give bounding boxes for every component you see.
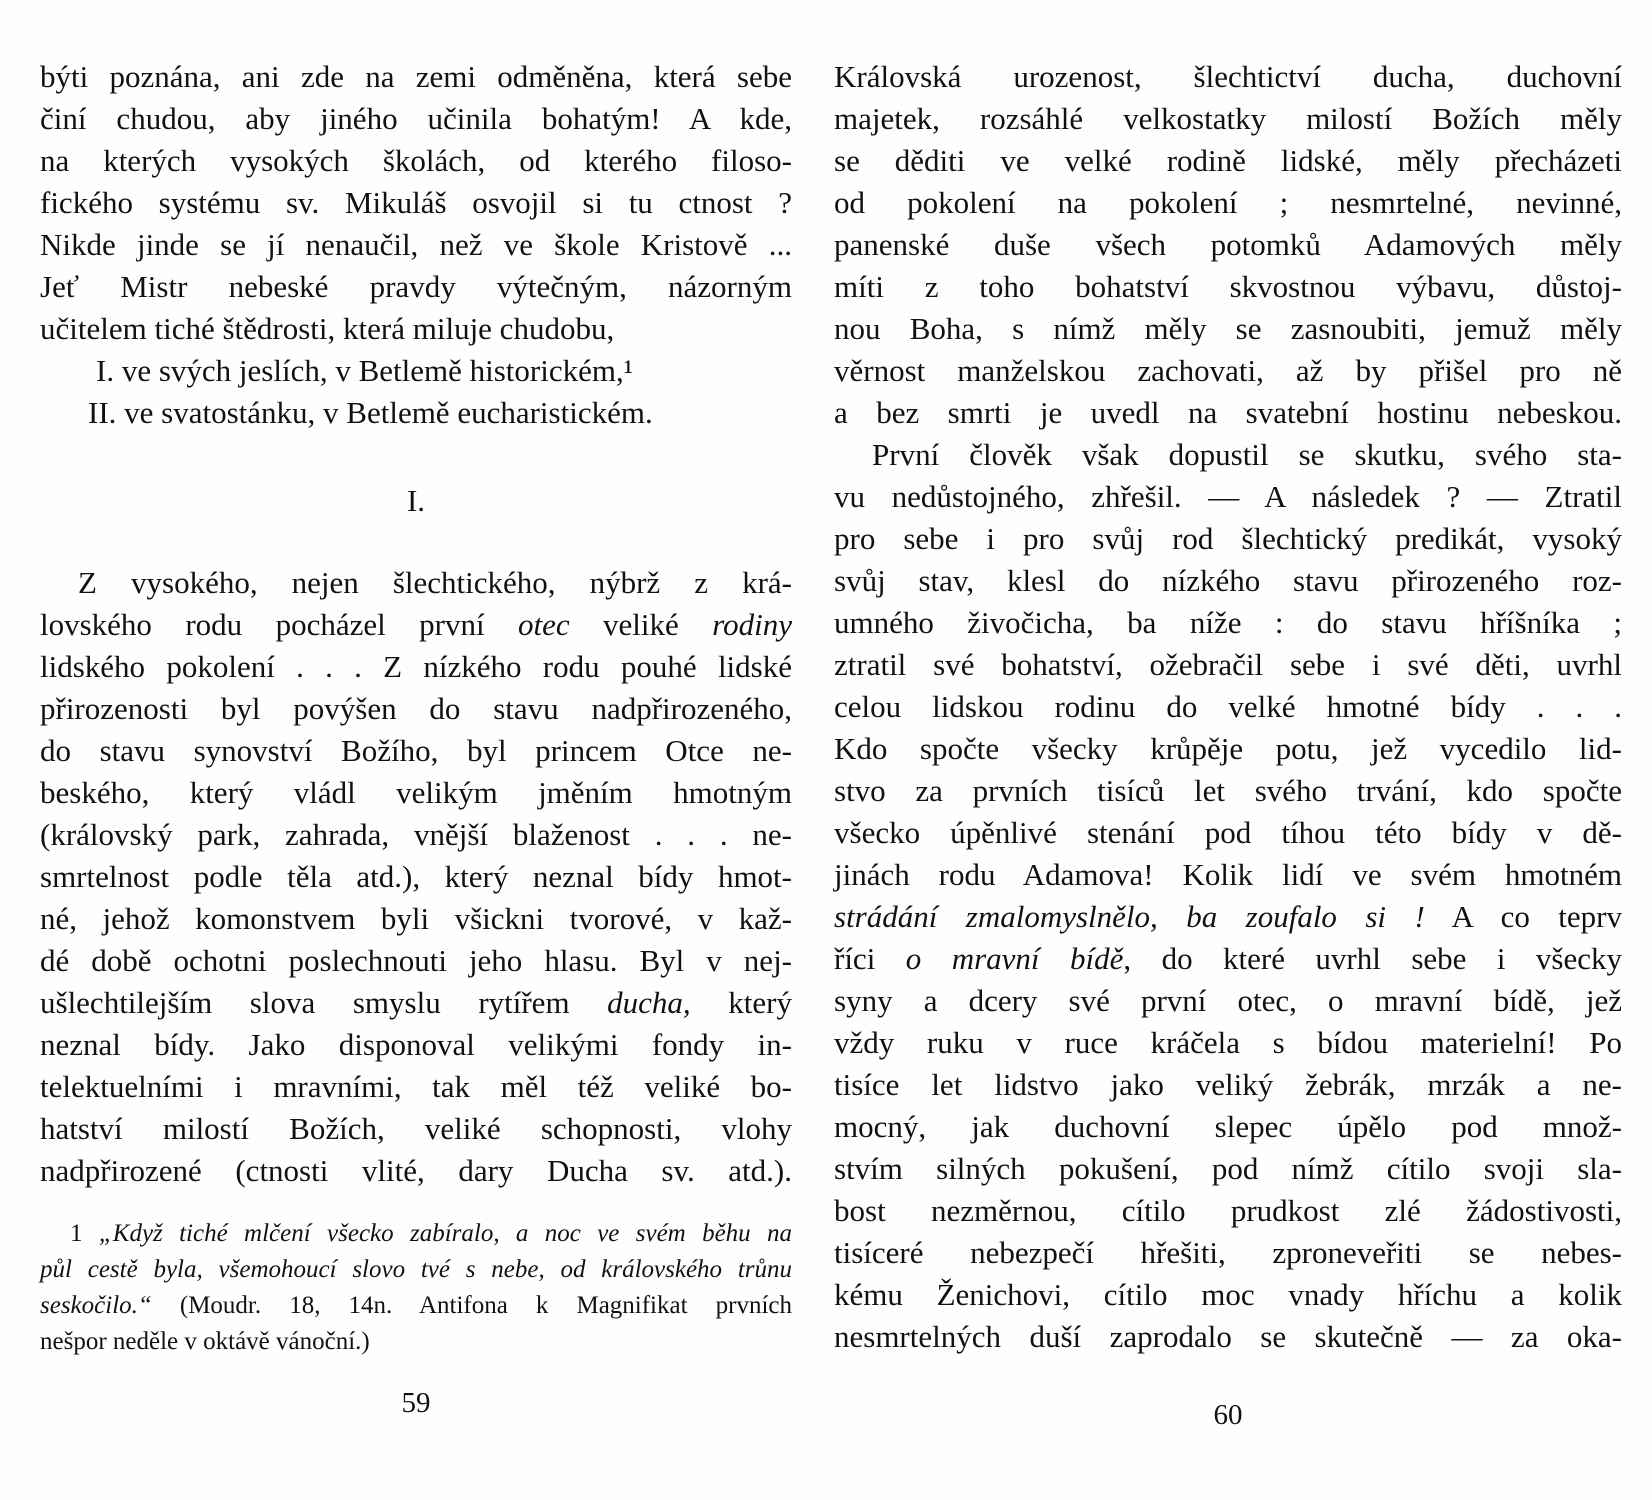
text-line: panenské duše všech potomků Adamových měly (834, 227, 1622, 262)
text-line: věrnost manželskou zachovati, až by přišel pro ně (834, 353, 1622, 388)
text-line: fického systému sv. Mikuláš osvojil si tu ctnost ? (40, 185, 792, 220)
text-line: syny a dcery své první otec, o mravní bídě, jež (834, 983, 1622, 1018)
text-line: vu nedůstojného, zhřešil. — A následek ? — Ztratil (834, 479, 1622, 514)
text-line: majetek, rozsáhlé velkostatky milostí Božích měly (834, 101, 1622, 136)
footnote (40, 1216, 792, 1360)
text-line: nešpor neděle v oktávě vánoční.) (40, 1328, 370, 1355)
text-line: né, jehož komonstvem byli všickni tvorové, v kaž- (40, 901, 792, 936)
text-line: mocný, jak duchovní slepec úpělo pod množ- (834, 1109, 1622, 1144)
text-line: pro sebe i pro svůj rod šlechtický predikát, vysoký (834, 521, 1622, 556)
text-line: Z vysokého, nejen šlechtického, nýbrž z krá- (78, 565, 792, 600)
text-line: přirozenosti byl povýšen do stavu nadpřirozeného, (40, 691, 792, 726)
text-line: 1 „Když tiché mlčení všecko zabíralo, a noc ve svém běhu na (70, 1220, 793, 1247)
page-number-60: 60 (1213, 1399, 1243, 1431)
text-line: jinách rodu Adamova! Kolik lidí ve svém hmotném (834, 857, 1622, 892)
text-line: telektuelními i mravními, tak měl též veliké bo- (40, 1069, 792, 1104)
text-line: lidského pokolení . . . Z nízkého rodu pouhé lidské (40, 649, 792, 684)
text-line: neznal bídy. Jako disponoval velikými fondy in- (40, 1027, 792, 1062)
text-line: smrtelnost podle těla atd.), který neznal bídy hmot- (40, 859, 792, 894)
text-line: býti poznána, ani zde na zemi odměněna, která sebe (40, 59, 792, 94)
text-line: tisíceré nebezpečí hřešiti, zproneveřiti se nebes- (834, 1235, 1622, 1270)
text-line: beského, který vládl velikým jměním hmotným (40, 775, 792, 810)
page-60-paragraphs (834, 56, 1622, 1358)
text-line: do stavu synovství Božího, byl princem Otce ne- (40, 733, 792, 768)
text-line: (královský park, zahrada, vnější blaženost . . . ne- (40, 817, 792, 852)
text-line: seskočilo.“ (Moudr. 18, 14n. Antifona k Magnifikat prvních (40, 1292, 792, 1319)
text-line: stvo za prvních tisíců let svého trvání, kdo spočte (834, 773, 1622, 808)
text-line: bost nezměrnou, cítilo prudkost zlé žádostivosti, (834, 1193, 1622, 1228)
text-line: kému Ženichovi, cítilo moc vnady hříchu a kolik (834, 1277, 1622, 1312)
page-59-paragraph-continuation (40, 56, 792, 434)
text-line: činí chudou, aby jiného učinila bohatým! A kde, (40, 101, 792, 136)
section-heading: I. (406, 483, 426, 518)
text-line: I. ve svých jeslích, v Betlemě historickém,¹ (96, 353, 634, 388)
text-line: stvím silných pokušení, pod nímž cítilo svoji sla- (834, 1151, 1622, 1186)
page-60 (834, 56, 1622, 1432)
text-line: ušlechtilejším slova smyslu rytířem ducha, který (40, 985, 792, 1020)
text-line: se děditi ve velké rodině lidské, měly přecházeti (834, 143, 1622, 178)
text-line: na kterých vysokých školách, od kterého filoso- (40, 143, 792, 178)
text-line: nesmrtelných duší zaprodalo se skutečně — za oka- (834, 1319, 1622, 1354)
text-line: II. ve svatostánku, v Betlemě eucharistickém. (88, 395, 653, 430)
page-59 (40, 56, 792, 1432)
text-line: tisíce let lidstvo jako veliký žebrák, mrzák a ne- (834, 1067, 1622, 1102)
text-line: říci o mravní bídě, do které uvrhl sebe i všecky (834, 941, 1623, 976)
text-line: strádání zmalomyslnělo, ba zoufalo si ! A co teprv (834, 899, 1623, 934)
text-line: od pokolení na pokolení ; nesmrtelné, nevinné, (834, 185, 1622, 220)
text-line: půl cestě byla, všemohoucí slovo tvé s nebe, od královského trůnu (40, 1256, 792, 1283)
text-line: vždy ruku v ruce kráčela s bídou materielní! Po (834, 1025, 1622, 1060)
text-line: umného živočicha, ba níže : do stavu hříšníka ; (834, 605, 1622, 640)
text-line: nadpřirozené (ctnosti vlité, dary Ducha sv. atd.). (40, 1153, 792, 1188)
text-line: hatství milostí Božích, veliké schopnosti, vlohy (40, 1111, 792, 1146)
text-line: Nikde jinde se jí nenaučil, než ve škole Kristově ... (40, 227, 792, 262)
text-line: Královská urozenost, šlechtictví ducha, duchovní (834, 59, 1622, 94)
text-line: Jeť Mistr nebeské pravdy výtečným, názorným (40, 269, 792, 304)
text-line: celou lidskou rodinu do velké hmotné bídy . . . (834, 689, 1622, 724)
text-line: lovského rodu pocházel první otec veliké rodiny (40, 607, 792, 642)
text-line: nou Boha, s nímž měly se zasnoubiti, jemuž měly (834, 311, 1622, 346)
text-line: ztratil své bohatství, ožebračil sebe i své děti, uvrhl (834, 647, 1622, 682)
text-line: svůj stav, klesl do nízkého stavu přirozeného roz- (834, 563, 1622, 598)
page-number-59: 59 (401, 1387, 431, 1419)
text-line: učitelem tiché štědrosti, která miluje chudobu, (40, 311, 615, 346)
text-line: Kdo spočte všecky krůpěje potu, jež vycedilo lid- (834, 731, 1622, 766)
text-line: míti z toho bohatství skvostnou výbavu, důstoj- (834, 269, 1622, 304)
text-line: všecko úpěnlivé stenání pod tíhou této bídy v dě- (834, 815, 1622, 850)
page-59-paragraph-main (40, 562, 792, 1192)
text-line: První člověk však dopustil se skutku, svého sta- (872, 437, 1622, 472)
text-line: a bez smrti je uvedl na svatební hostinu nebeskou. (834, 395, 1622, 430)
text-line: dé době ochotni poslechnouti jeho hlasu. Byl v nej- (40, 943, 792, 978)
